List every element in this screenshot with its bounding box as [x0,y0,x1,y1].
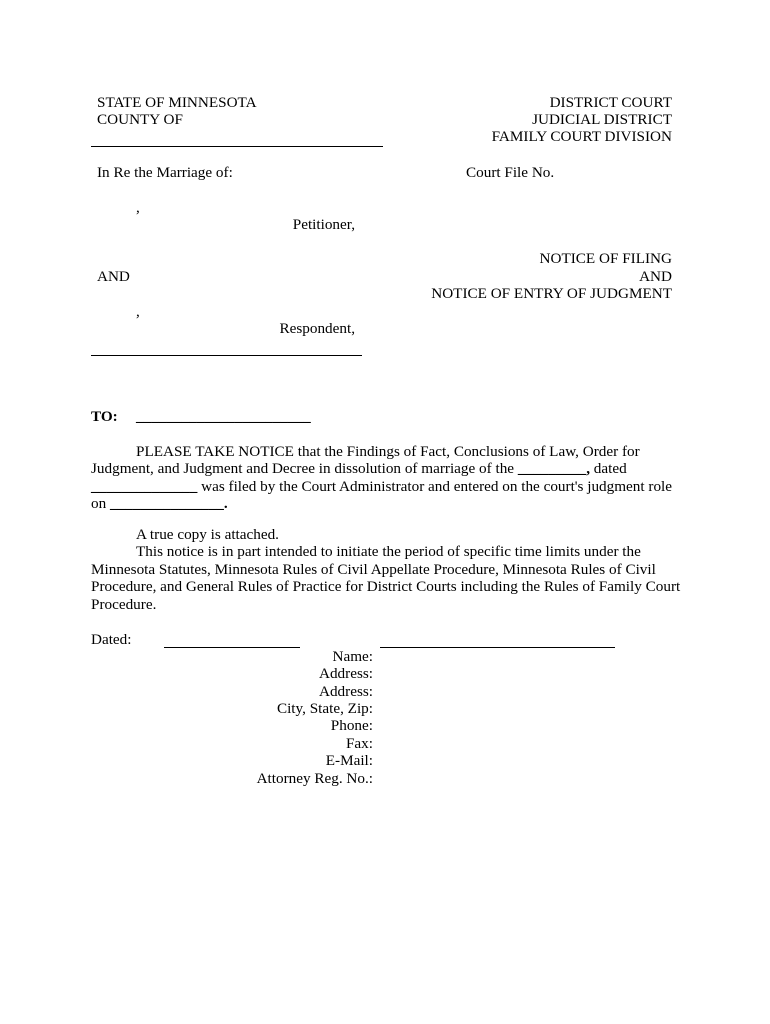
address-label: Address: [319,665,373,682]
entry-date-blank: _______________. [109,495,228,512]
in-re-label: In Re the Marriage of: [97,164,233,181]
purpose-paragraph-line: This notice is in part intended to initiate the period of specific time limits under the [136,543,641,560]
notice-paragraph-line [91,478,672,495]
petitioner-label: Petitioner, [292,216,355,233]
caption-divider [91,355,362,356]
petitioner-name-comma: , [136,199,140,216]
notice-text: Judgment, and Judgment and Decree in dissolution of marriage of the [91,460,515,477]
notice-paragraph-line: PLEASE TAKE NOTICE that the Findings of Fact, Conclusions of Law, Order for [136,443,640,460]
email-label: E-Mail: [325,752,373,769]
filed-date-blank: ______________ [91,478,198,495]
signature-line [380,647,615,648]
respondent-label: Respondent, [279,320,355,337]
court-name: DISTRICT COURT [549,94,672,111]
dated-label: Dated: [91,631,132,648]
phone-label: Phone: [330,717,373,734]
notice-paragraph-line [91,495,228,512]
notice-paragraph-line [91,460,627,477]
court-file-label: Court File No. [466,164,555,181]
respondent-name-comma: , [136,303,140,320]
to-label: TO: [91,408,118,425]
notice-text: dated [593,460,627,477]
title-notice-of-entry: NOTICE OF ENTRY OF JUDGMENT [431,285,672,302]
attorney-reg-label: Attorney Reg. No.: [256,770,373,787]
title-and: AND [639,268,672,285]
purpose-paragraph-line: Procedure. [91,596,157,613]
state-label: STATE OF MINNESOTA [97,94,257,111]
parties-blank: _________, [517,460,590,477]
notice-text: was filed by the Court Administrator and entered on the court's judgment role [201,478,673,495]
title-notice-of-filing: NOTICE OF FILING [539,250,672,267]
to-blank: _______________________ [136,408,311,425]
city-state-zip-label: City, State, Zip: [276,700,373,717]
date-line [164,647,300,648]
purpose-paragraph-line: Minnesota Statutes, Minnesota Rules of Civil Appellate Procedure, Minnesota Rules of Civil [91,561,656,578]
attachment-note: A true copy is attached. [136,526,279,543]
address-label: Address: [319,683,373,700]
purpose-paragraph-line: Procedure, and General Rules of Practice for District Courts including the Rules of Family Court [91,578,681,595]
name-label: Name: [332,648,373,665]
county-label: COUNTY OF [97,111,183,128]
caption-and-label: AND [97,268,130,285]
court-division-label: FAMILY COURT DIVISION [491,128,672,145]
fax-label: Fax: [345,735,373,752]
notice-text: on [91,495,107,512]
judicial-district-label: JUDICIAL DISTRICT [532,111,672,128]
county-underline [91,146,383,147]
